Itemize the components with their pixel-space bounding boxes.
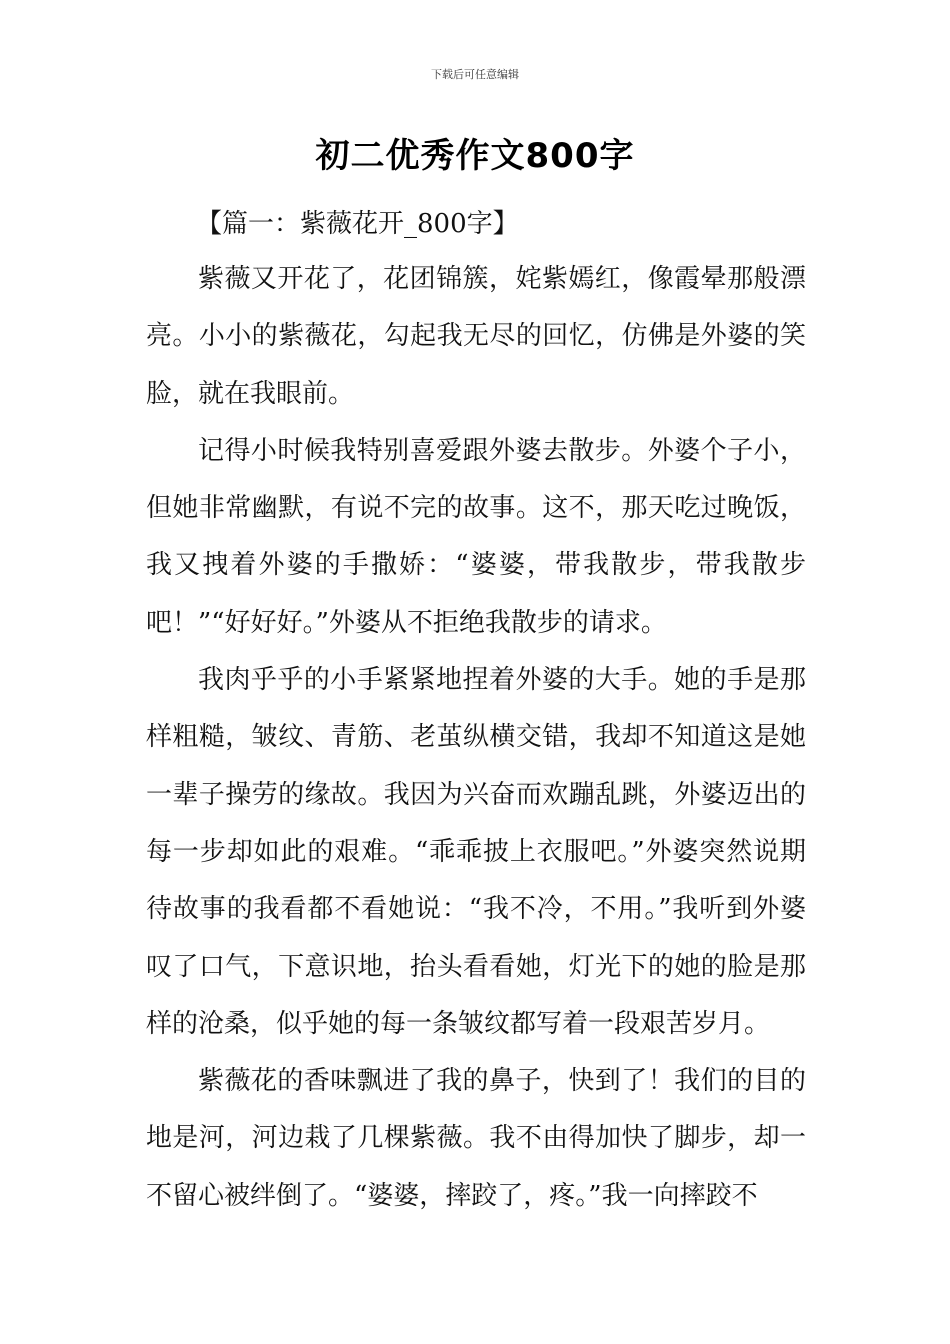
header-note: 下载后可任意编辑 [431, 68, 519, 81]
section-label: 【篇一：紫薇花开_800字】 [196, 209, 519, 239]
article-body [146, 251, 806, 1225]
page-title: 初二优秀作文800字 [315, 136, 635, 176]
paragraph-4: 紫薇花的香味飘进了我的鼻子，快到了！我们的目的地是河，河边栽了几棵紫薇。我不由得加快了脚步，却一不留心被绊倒了。“婆婆，摔跤了，疼。”我一向摔跤不 [146, 1066, 806, 1211]
paragraph-2: 记得小时候我特别喜爱跟外婆去散步。外婆个子小，但她非常幽默，有说不完的故事。这不，那天吃过晚饭，我又拽着外婆的手撒娇：“婆婆，带我散步，带我散步吧！”“好好好。”外婆从不拒绝我散步的请求。 [146, 435, 806, 638]
paragraph-3: 我肉乎乎的小手紧紧地捏着外婆的大手。她的手是那样粗糙，皱纹、青筋、老茧纵横交错，我却不知道这是她一辈子操劳的缘故。我因为兴奋而欢蹦乱跳，外婆迈出的每一步却如此的艰难。“乖乖披上衣服吧。”外婆突然说期待故事的我看都不看她说：“我不冷，不用。”我听到外婆叹了口气，下意识地，抬头看看她，灯光下的她的脸是那样的沧桑，似乎她的每一条皱纹都写着一段艰苦岁月。 [146, 665, 806, 1039]
paragraph-1: 紫薇又开花了，花团锦簇，姹紫嫣红，像霞晕那般漂亮。小小的紫薇花，勾起我无尽的回忆，仿佛是外婆的笑脸，就在我眼前。 [146, 264, 806, 409]
